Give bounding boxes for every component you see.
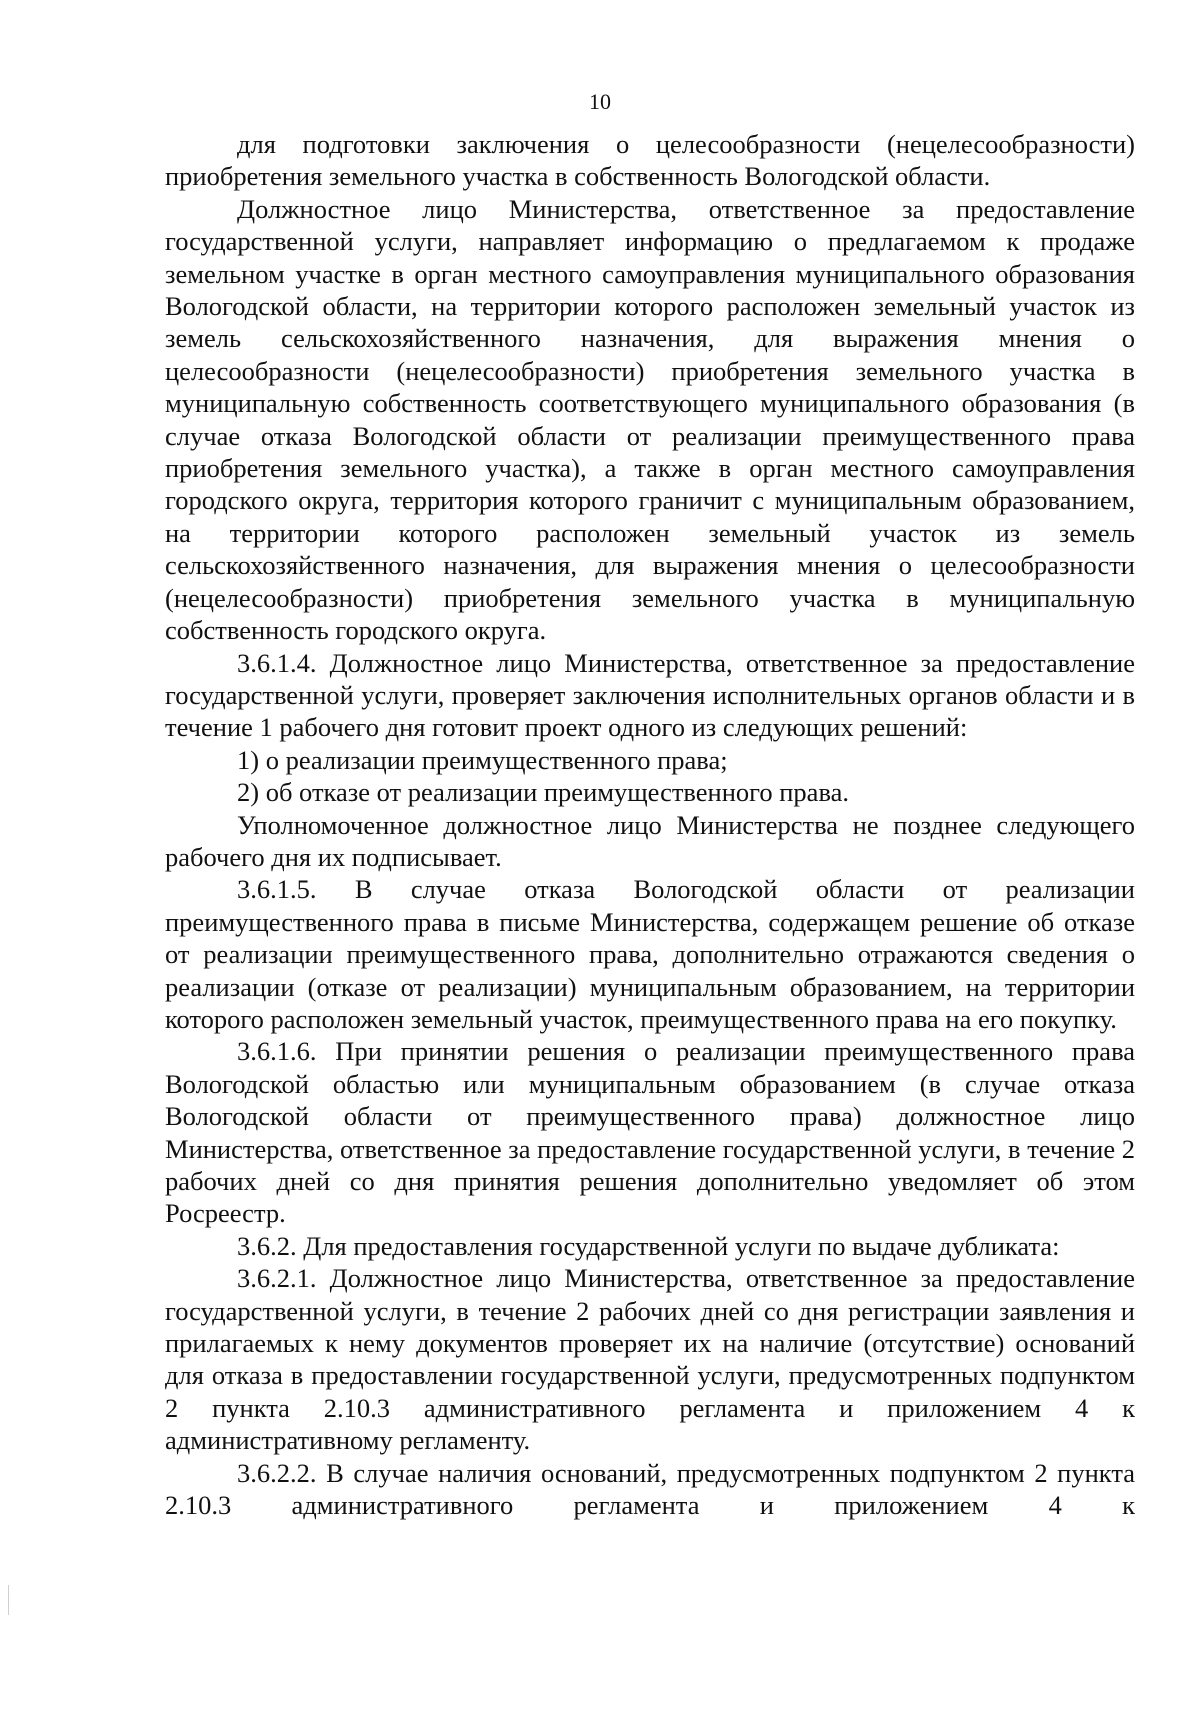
document-body: [165, 128, 1135, 1521]
page-number: 10: [589, 89, 611, 114]
paragraph-3-6-1-4: 3.6.1.4. Должностное лицо Министерства, ответственное за предоставление государственной услуги, проверяет заключения исполнительных органов области и в течение 1 рабочего дня готовит проект одного из следующих решений:: [165, 647, 1135, 743]
paragraph-official-notice: Должностное лицо Министерства, ответственное за предоставление государственной услуги, направляет информацию о предлагаемом к продаже земельном участке в орган местного самоуправления муниципального образования Вологодской области, на территории которого расположен земельный участок из земель сельскохозяйственного назначения, для выражения мнения о целесообразности (нецелесообразности) приобретения земельного участка в муниципальную собственность соответствующего муниципального образования (в случае отказа Вологодской области от реализации преимущественного права приобретения земельного участка), а также в орган местного самоуправления городского округа, территория которого граничит с муниципальным образованием, на территории которого расположен земельный участок из земель сельскохозяйственного назначения, для выражения мнения о целесообразности (нецелесообразности) приобретения земельного участка в муниципальную собственность городского округа.: [165, 193, 1135, 646]
paragraph-3-6-1-6: 3.6.1.6. При принятии решения о реализации преимущественного права Вологодской областью или муниципальным образованием (в случае отказа Вологодской области от преимущественного права) должностное лицо Министерства, ответственное за предоставление государственной услуги, в течение 2 рабочих дней со дня принятия решения дополнительно уведомляет об этом Росреестр.: [165, 1036, 1135, 1229]
paragraph-continuation: для подготовки заключения о целесообразности (нецелесообразности) приобретения земельного участка в собственность Вологодской области.: [165, 129, 1135, 192]
list-item-decision-2: 2) об отказе от реализации преимущественного права.: [237, 777, 849, 808]
paragraph-3-6-2-1: 3.6.2.1. Должностное лицо Министерства, ответственное за предоставление государственной услуги, в течение 2 рабочих дней со дня регистрации заявления и прилагаемых к нему документов проверяет их на наличие (отсутствие) оснований для отказа в предоставлении государственной услуги, предусмотренных подпунктом 2 пункта 2.10.3 административного регламента и приложением 4 к административному регламенту.: [165, 1263, 1135, 1456]
paragraph-3-6-1-5: 3.6.1.5. В случае отказа Вологодской области от реализации преимущественного права в письме Министерства, содержащем решение об отказе от реализации преимущественного права, дополнительно отражаются сведения о реализации (отказе от реализации) муниципальным образованием, на территории которого расположен земельный участок, преимущественного права на его покупку.: [165, 874, 1135, 1034]
paragraph-3-6-2: 3.6.2. Для предоставления государственной услуги по выдаче дубликата:: [237, 1230, 1060, 1261]
scan-edge-mark: [8, 1585, 9, 1615]
paragraph-signing: Уполномоченное должностное лицо Министерства не позднее следующего рабочего дня их подписывает.: [165, 809, 1135, 872]
paragraph-3-6-2-2: 3.6.2.2. В случае наличия оснований, предусмотренных подпунктом 2 пункта 2.10.3 административного регламента и приложением 4 к: [165, 1457, 1135, 1521]
list-item-decision-1: 1) о реализации преимущественного права;: [237, 744, 728, 775]
